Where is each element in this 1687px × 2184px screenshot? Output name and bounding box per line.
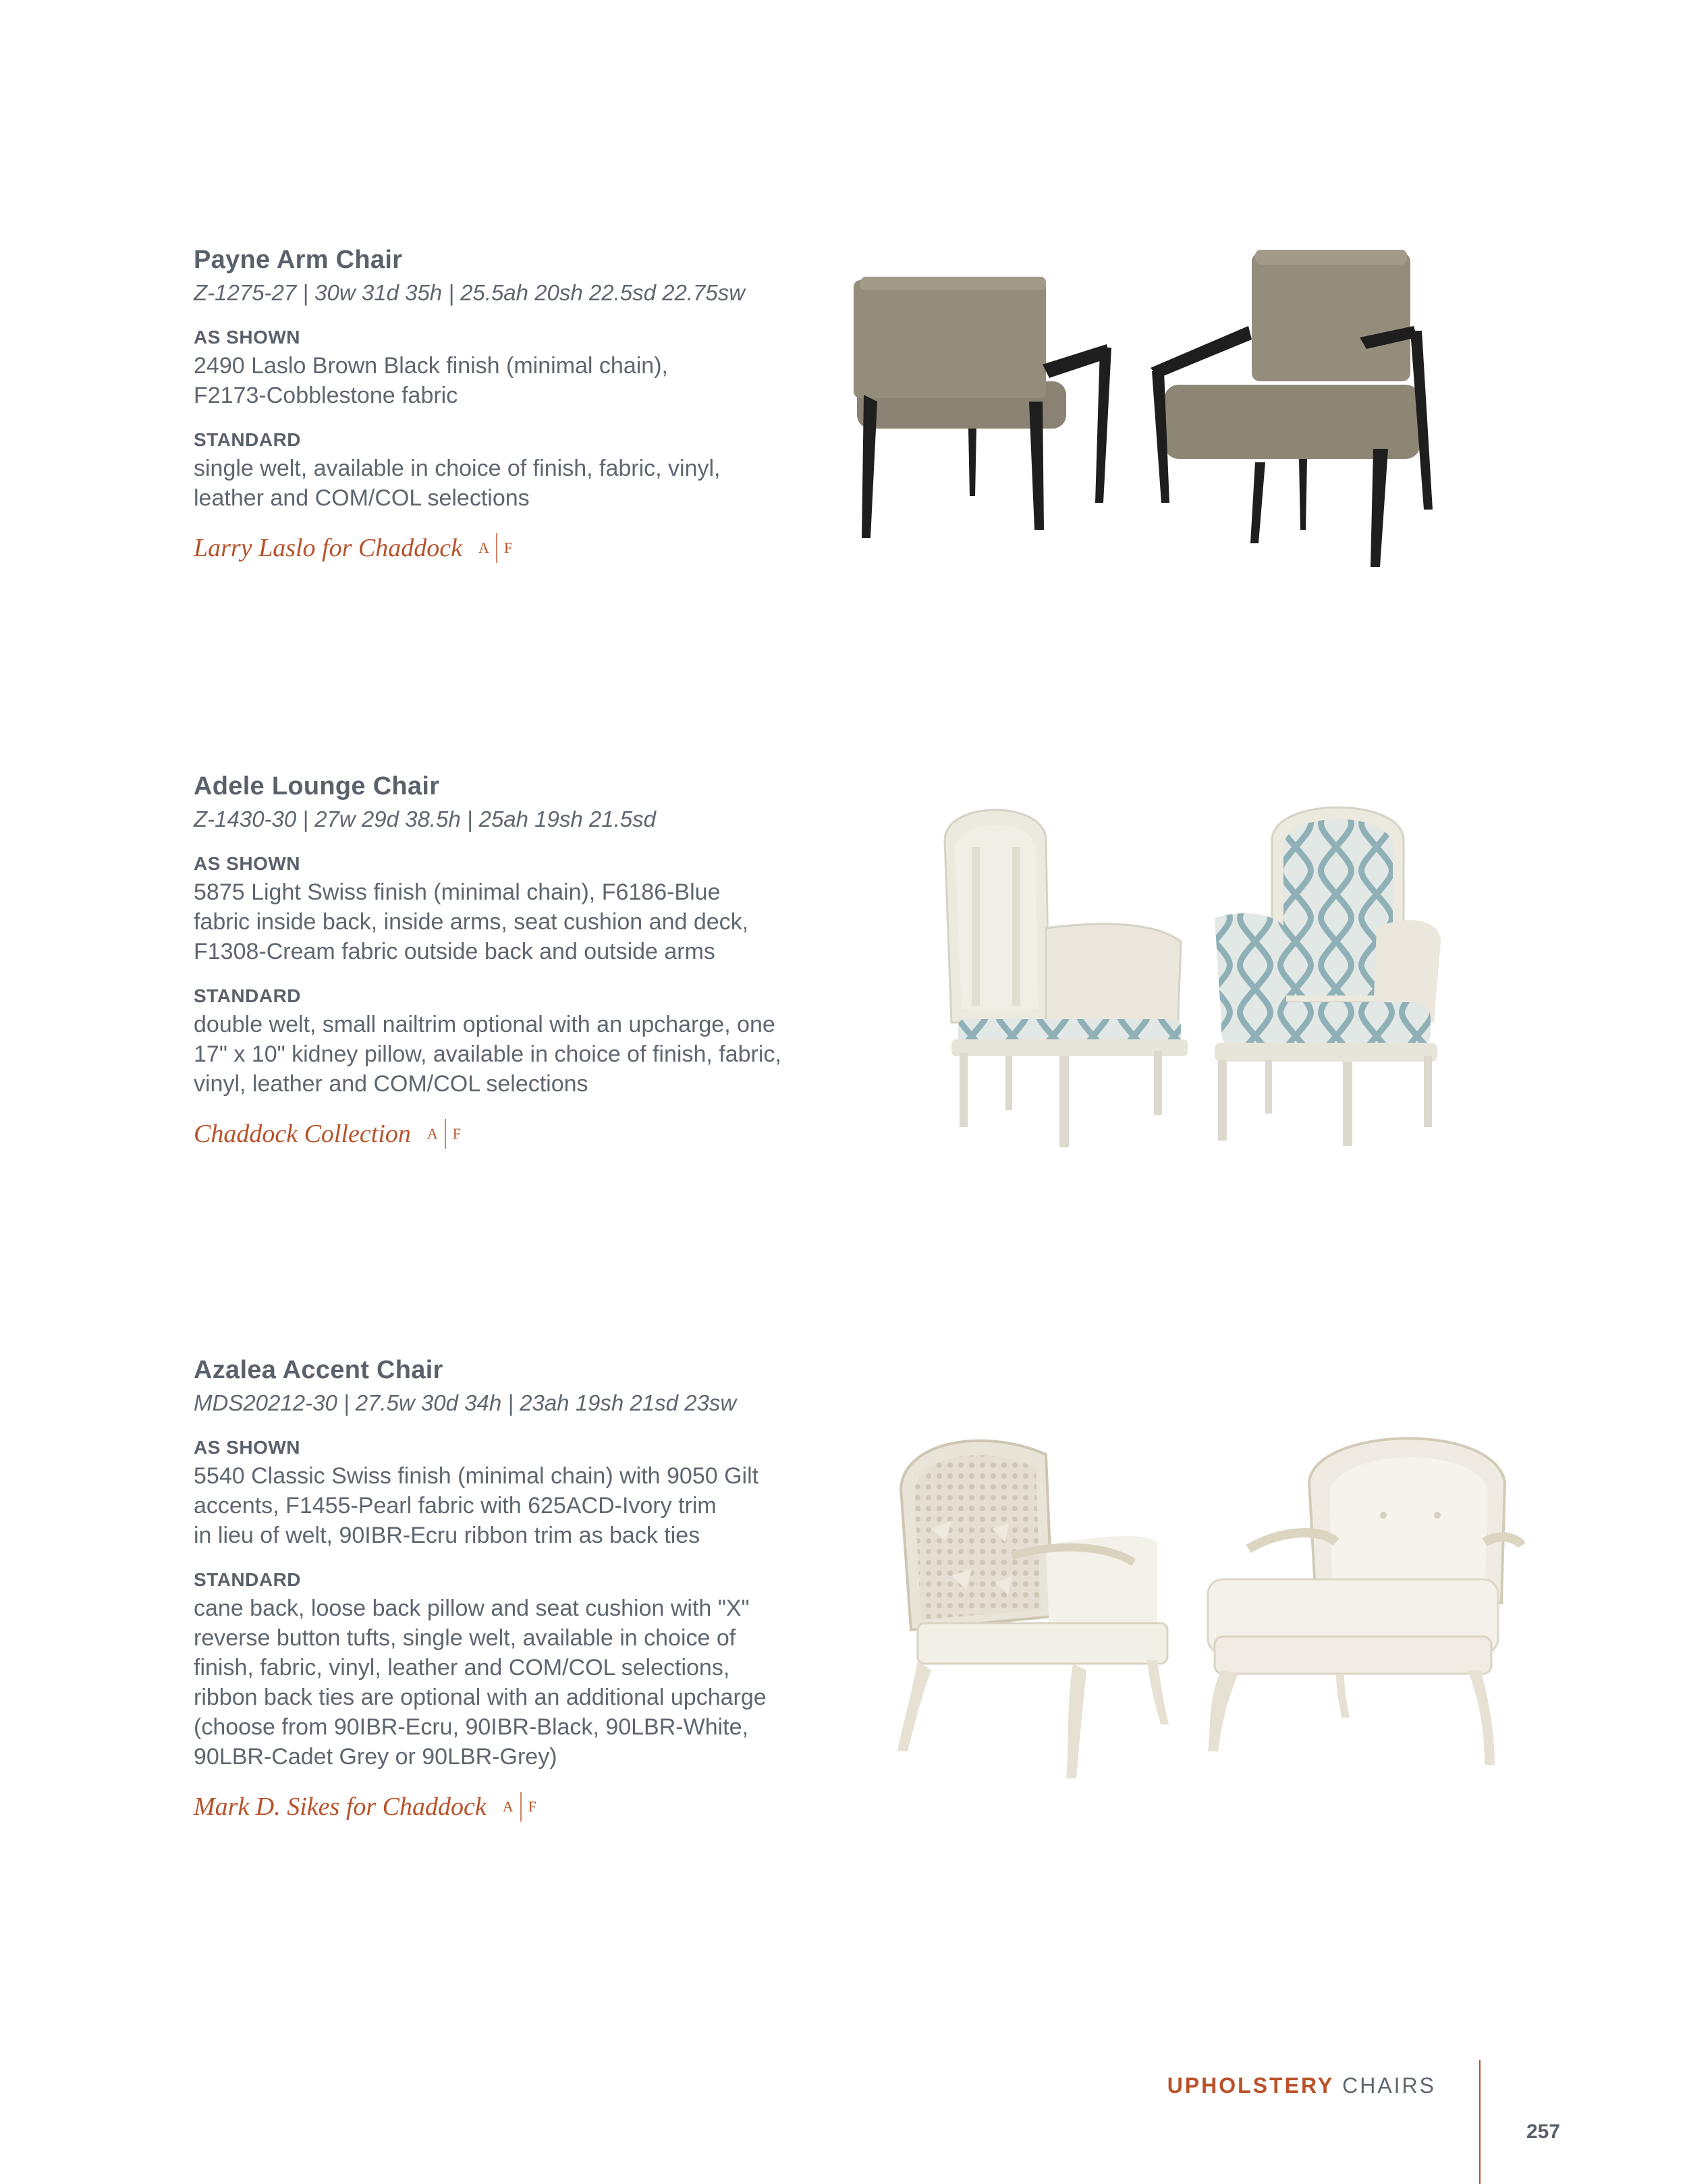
availability-badge bbox=[478, 533, 512, 563]
azalea-chair-image bbox=[891, 1427, 1525, 1785]
product-spec: Z-1275-27 | 30w 31d 35h | 25.5ah 20sh 22.5sd 22.75sw bbox=[194, 280, 746, 305]
designer-credit: Larry Laslo for Chaddock bbox=[194, 534, 462, 562]
standard-label: STANDARD bbox=[194, 429, 302, 450]
availability-badge bbox=[503, 1792, 536, 1822]
product-spec: MDS20212-30 | 27.5w 30d 34h | 23ah 19sh 21sd 23sw bbox=[194, 1390, 737, 1415]
designer-credit: Mark D. Sikes for Chaddock bbox=[194, 1793, 487, 1821]
as-shown-label: AS SHOWN bbox=[194, 853, 300, 874]
badge-a: A bbox=[426, 1125, 438, 1142]
footer-divider bbox=[1479, 2060, 1481, 2184]
badge-f: F bbox=[452, 1125, 462, 1142]
badge-divider bbox=[496, 533, 497, 563]
footer-category bbox=[1167, 2073, 1436, 2098]
product-name: Adele Lounge Chair bbox=[194, 772, 440, 800]
standard-label: STANDARD bbox=[194, 1569, 302, 1590]
designer-row bbox=[194, 1792, 895, 1822]
chair-back-view bbox=[897, 1441, 1169, 1778]
badge-f: F bbox=[528, 1798, 536, 1815]
payne-chair-image bbox=[847, 246, 1468, 577]
as-shown-text: 2490 Laslo Brown Black finish (minimal chain), F2173-Cobblestone fabric bbox=[194, 353, 668, 408]
standard-label: STANDARD bbox=[194, 985, 302, 1006]
availability-badge bbox=[427, 1119, 461, 1149]
page-number: 257 bbox=[1526, 2121, 1561, 2143]
category-primary: UPHOLSTERY bbox=[1167, 2073, 1335, 2098]
badge-f: F bbox=[503, 539, 513, 556]
as-shown-text: 5875 Light Swiss finish (minimal chain), F6186-Blue fabric inside back, inside arms, seat cushion and deck, F1308-Cream fabric outside back and outside arms bbox=[194, 879, 749, 964]
chair-front-view bbox=[1208, 1438, 1522, 1765]
as-shown-text: 5540 Classic Swiss finish (minimal chain) with 9050 Gilt accents, F1455-Pearl fabric with 625ACD-Ivory trim in lieu of welt, 90IBR-Ecru ribbon trim as back ties bbox=[194, 1463, 759, 1548]
standard-text: single welt, available in choice of finish, fabric, vinyl, leather and COM/COL selections bbox=[194, 456, 721, 511]
product-azalea-accent-chair bbox=[194, 1355, 895, 1822]
standard-text: cane back, loose back pillow and seat cushion with "X" reverse button tufts, single welt, available in choice of finish, fabric, vinyl, leather and COM/COL selections, ribbon back ties are optional with an additional upcharge (choose from 90IBR-Ecru, 90IBR-Black, 90LBR-White, 90LBR-Cadet Grey or 90LBR-Grey) bbox=[194, 1595, 767, 1770]
product-payne-arm-chair bbox=[194, 244, 895, 563]
product-name: Payne Arm Chair bbox=[194, 246, 403, 274]
chair-front-view bbox=[1215, 807, 1441, 1146]
chair-back-view bbox=[854, 277, 1111, 538]
badge-a: A bbox=[502, 1798, 514, 1815]
badge-divider bbox=[520, 1792, 522, 1822]
as-shown-label: AS SHOWN bbox=[194, 1437, 300, 1458]
as-shown-label: AS SHOWN bbox=[194, 327, 300, 348]
adele-chair-image bbox=[931, 800, 1471, 1151]
badge-divider bbox=[445, 1119, 446, 1149]
product-name: Azalea Accent Chair bbox=[194, 1356, 443, 1384]
product-spec: Z-1430-30 | 27w 29d 38.5h | 25ah 19sh 21.5sd bbox=[194, 807, 656, 831]
designer-credit: Chaddock Collection bbox=[194, 1120, 411, 1148]
chair-front-view bbox=[1151, 250, 1433, 567]
chair-side-view bbox=[945, 810, 1188, 1147]
designer-row bbox=[194, 533, 895, 563]
category-secondary: CHAIRS bbox=[1342, 2073, 1436, 2098]
designer-row bbox=[194, 1119, 895, 1149]
standard-text: double welt, small nailtrim optional with an upcharge, one 17" x 10" kidney pillow, available in choice of finish, fabric, vinyl, leather and COM/COL selections bbox=[194, 1012, 781, 1097]
product-adele-lounge-chair bbox=[194, 771, 895, 1149]
badge-a: A bbox=[478, 539, 489, 556]
